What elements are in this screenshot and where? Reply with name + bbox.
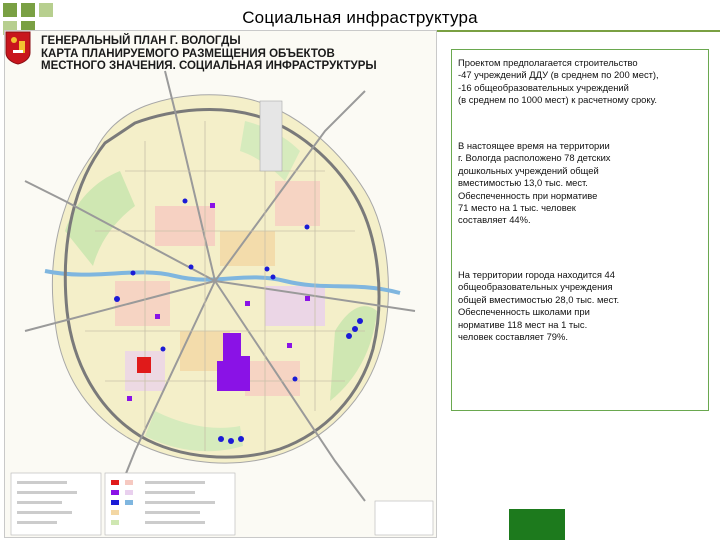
map-heading (41, 35, 421, 73)
vologda-coat-of-arms-icon (5, 31, 31, 65)
map-heading-line-3: МЕСТНОГО ЗНАЧЕНИЯ. СОЦИАЛЬНАЯ ИНФРАСТРУКТУРЫ (41, 60, 377, 72)
map-drawing (5, 31, 437, 538)
map-heading-line-2: КАРТА ПЛАНИРУЕМОГО РАЗМЕЩЕНИЯ ОБЪЕКТОВ (41, 47, 335, 60)
info-text-panel (451, 49, 709, 411)
slide-title: Социальная инфраструктура (242, 8, 478, 27)
green-footer-block (509, 509, 565, 540)
construction-plan-paragraph: Проектом предполагается строительство -47 учреждений ДДУ (в среднем по 200 мест), -16 общеобразовательных учреждений (в среднем по 1000 мест) к расчетному сроку. (458, 57, 659, 106)
schools-paragraph: На территории города находится 44 общеобразовательных учреждения общей вместимостью 28,0 тыс. мест. Обеспеченность школами при нормативе 118 мест на 1 тыс. человек составляет 79%. (458, 269, 620, 343)
map-heading-line-1: ГЕНЕРАЛЬНЫЙ ПЛАН Г. ВОЛОГДЫ (41, 35, 241, 47)
kindergartens-paragraph: В настоящее время на территории г. Вологда расположено 78 детских дошкольных учреждений общей вместимостью 13,0 тыс. мест. Обеспеченность при нормативе 71 место на 1 тыс. человек составляет 44%. (458, 140, 611, 226)
city-map (4, 30, 437, 538)
